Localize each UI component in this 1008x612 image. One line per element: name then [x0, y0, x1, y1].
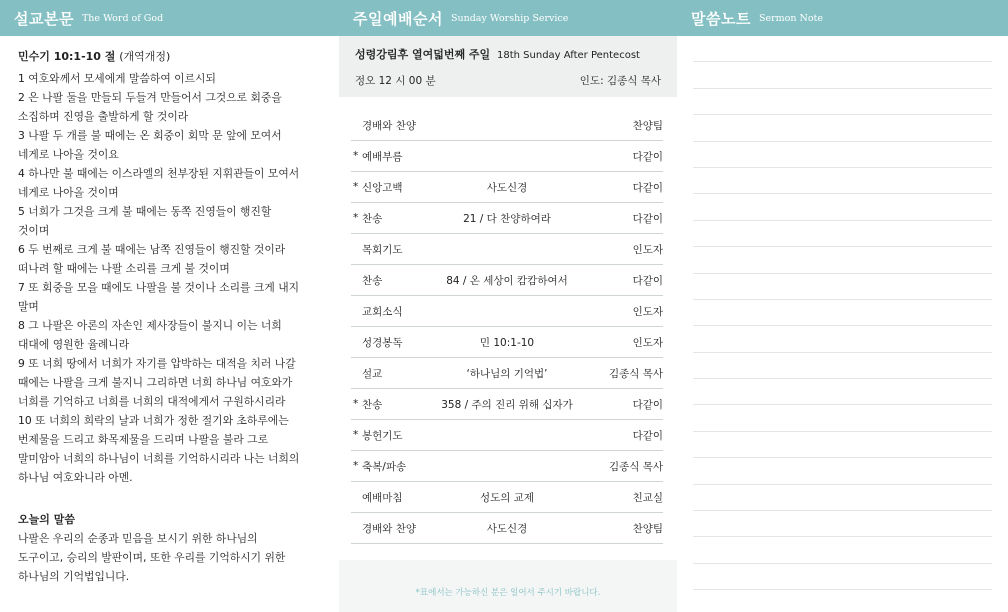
order-content: 민 10:1-10	[479, 336, 535, 349]
order-item: 예배부름	[362, 150, 403, 163]
order-row	[351, 172, 663, 203]
note-line	[693, 564, 992, 590]
order-row	[351, 141, 663, 172]
note-line	[693, 537, 992, 563]
note-line	[693, 115, 992, 141]
order-item: 목회기도	[362, 243, 403, 256]
order-row	[351, 358, 663, 389]
notes-header	[677, 0, 1008, 36]
order-item: 예배마침	[362, 491, 403, 504]
verse-line: 3 나팔 두 개를 불 때에는 온 회중이 회막 문 앞에 모여서	[18, 129, 282, 142]
verse-line: 소집하며 진영을 출발하게 할 것이라	[18, 110, 189, 123]
note-line	[693, 89, 992, 115]
note-line	[693, 326, 992, 352]
today-word-line: 도구이고, 승리의 발판이며, 또한 우리를 기억하시기 위한	[18, 551, 286, 564]
scripture-version: (개역개정)	[119, 50, 171, 63]
order-item: 찬송	[362, 398, 383, 411]
order-star: *	[353, 460, 359, 472]
worship-header-subtitle: Sunday Worship Service	[450, 12, 569, 24]
order-star: *	[353, 212, 359, 224]
notes-panel	[677, 0, 1008, 612]
service-time: 정오 12 시 00 분	[355, 75, 436, 87]
order-content: 사도신경	[486, 522, 528, 535]
scripture-book: 민수기 10:1-10 절	[18, 50, 116, 63]
verse-line: 떠나려 할 때에는 나팔 소리를 크게 불 것이며	[18, 262, 230, 275]
note-line	[693, 221, 992, 247]
scripture-reference	[18, 47, 321, 66]
order-content: 성도의 교제	[479, 491, 535, 504]
verse-line: 말며	[18, 300, 39, 313]
note-line	[693, 62, 992, 88]
verse-line: 1 여호와께서 모세에게 말씀하여 이르시되	[18, 72, 216, 85]
order-row	[351, 389, 663, 420]
today-word-body	[18, 529, 321, 586]
order-leader: 다같이	[632, 212, 663, 225]
order-content: 21 / 다 찬양하여라	[463, 212, 551, 225]
order-item: 경배와 찬양	[362, 522, 417, 535]
order-row	[351, 451, 663, 482]
service-title-en: 18th Sunday After Pentecost	[497, 50, 640, 61]
verse-line: 때에는 나팔을 크게 불지니 그리하면 너희 하나님 여호와가	[18, 376, 293, 389]
verse-line: 2 은 나팔 둘을 만들되 두들겨 만들어서 그것으로 회중을	[18, 91, 282, 104]
verse-line: 것이며	[18, 224, 50, 237]
order-item: 교회소식	[362, 305, 403, 318]
service-title	[355, 46, 661, 62]
worship-header-title: 주일예배순서	[353, 9, 443, 28]
order-content: 사도신경	[486, 181, 528, 194]
worship-header	[339, 0, 677, 36]
verse-line: 10 또 너희의 희락의 날과 너희가 정한 절기와 초하루에는	[18, 414, 289, 427]
note-lines	[677, 36, 1008, 590]
standing-note: *표에서는 가능하신 분은 일어서 주시기 바랍니다.	[415, 588, 601, 598]
verse-line: 하나님 여호와니라 아멘.	[18, 471, 133, 484]
order-leader: 김종식 목사	[608, 460, 663, 473]
notes-header-title: 말씀노트	[691, 9, 751, 28]
order-leader: 인도자	[632, 305, 663, 318]
scripture-verses	[18, 69, 321, 487]
order-leader: 김종식 목사	[608, 367, 663, 380]
order-item: 찬송	[362, 274, 383, 287]
verse-line: 4 하나만 불 때에는 이스라엘의 천부장된 지휘관들이 모여서	[18, 167, 300, 180]
note-line	[693, 511, 992, 537]
verse-line: 9 또 너희 땅에서 너희가 자기를 압박하는 대적을 치러 나갈	[18, 357, 296, 370]
note-line	[693, 194, 992, 220]
notes-header-subtitle: Sermon Note	[758, 12, 823, 24]
service-leader: 인도: 김종식 목사	[579, 75, 661, 87]
order-row	[351, 327, 663, 358]
verse-line: 6 두 번째로 크게 불 때에는 남쪽 진영들이 행진할 것이라	[18, 243, 286, 256]
sermon-header-subtitle: The Word of God	[81, 12, 164, 24]
order-item: 찬송	[362, 212, 383, 225]
order-star: *	[353, 150, 359, 162]
note-line	[693, 379, 992, 405]
verse-line: 5 너희가 그것을 크게 불 때에는 동쪽 진영들이 행진할	[18, 205, 272, 218]
order-leader: 친교실	[632, 491, 663, 504]
sermon-header	[0, 0, 339, 36]
order-row	[351, 420, 663, 451]
order-row	[351, 110, 663, 141]
order-star: *	[353, 181, 359, 193]
order-leader: 인도자	[632, 336, 663, 349]
order-row	[351, 265, 663, 296]
scripture-section	[0, 36, 339, 586]
order-leader: 다같이	[632, 181, 663, 194]
verse-line: 네게로 나아올 것이며	[18, 186, 119, 199]
worship-order	[339, 97, 677, 560]
today-word-title: 오늘의 말씀	[18, 513, 75, 526]
order-row	[351, 296, 663, 327]
note-line	[693, 142, 992, 168]
order-leader: 다같이	[632, 398, 663, 411]
order-item: 봉헌기도	[362, 429, 403, 442]
today-word-line: 하나님의 기억법입니다.	[18, 570, 130, 583]
order-content: 84 / 온 세상이 캄캄하여서	[446, 274, 568, 287]
order-item: 설교	[362, 367, 383, 380]
order-star: *	[353, 429, 359, 441]
verse-line: 말미암아 너희의 하나님이 너희를 기억하시리라 나는 너희의	[18, 452, 300, 465]
note-line	[693, 274, 992, 300]
verse-line: 7 또 회중을 모을 때에도 나팔을 불 것이나 소리를 크게 내지	[18, 281, 300, 294]
order-item: 축복/파송	[362, 460, 407, 473]
service-meta	[355, 73, 661, 88]
verse-line: 네게로 나아올 것이요	[18, 148, 119, 161]
order-row	[351, 482, 663, 513]
service-title-ko: 성령강림후 열여덟번째 주일	[355, 48, 491, 61]
note-line	[693, 168, 992, 194]
order-content: ‘하나님의 기억법’	[466, 367, 548, 380]
order-leader: 찬양팀	[632, 119, 663, 132]
order-item: 신앙고백	[362, 181, 403, 194]
order-row	[351, 234, 663, 265]
today-word-line: 나팔은 우리의 순종과 믿음을 보시기 위한 하나님의	[18, 532, 258, 545]
verse-line: 너희를 기억하고 너희를 너희의 대적에게서 구원하시리라	[18, 395, 286, 408]
order-star: *	[353, 398, 359, 410]
order-leader: 다같이	[632, 150, 663, 163]
note-line	[693, 432, 992, 458]
order-leader: 다같이	[632, 429, 663, 442]
order-content: 358 / 주의 진리 위해 십자가	[441, 398, 573, 411]
note-line	[693, 353, 992, 379]
order-leader: 다같이	[632, 274, 663, 287]
note-line	[693, 247, 992, 273]
note-line	[693, 458, 992, 484]
note-line	[693, 485, 992, 511]
verse-line: 번제물을 드리고 화목제물을 드리며 나팔을 불라 그로	[18, 433, 269, 446]
note-line	[693, 300, 992, 326]
verse-line: 8 그 나팔은 아론의 자손인 제사장들이 불지니 이는 너희	[18, 319, 282, 332]
order-leader: 찬양팀	[632, 522, 663, 535]
service-info	[339, 36, 677, 97]
note-line	[693, 405, 992, 431]
verse-line: 대대에 영원한 율례니라	[18, 338, 130, 351]
order-item: 경배와 찬양	[362, 119, 417, 132]
sermon-panel	[0, 0, 339, 612]
order-item: 성경봉독	[362, 336, 403, 349]
worship-panel	[339, 0, 677, 612]
sermon-header-title: 설교본문	[14, 9, 74, 28]
note-line	[693, 36, 992, 62]
order-row	[351, 203, 663, 234]
order-leader: 인도자	[632, 243, 663, 256]
order-row	[351, 513, 663, 544]
